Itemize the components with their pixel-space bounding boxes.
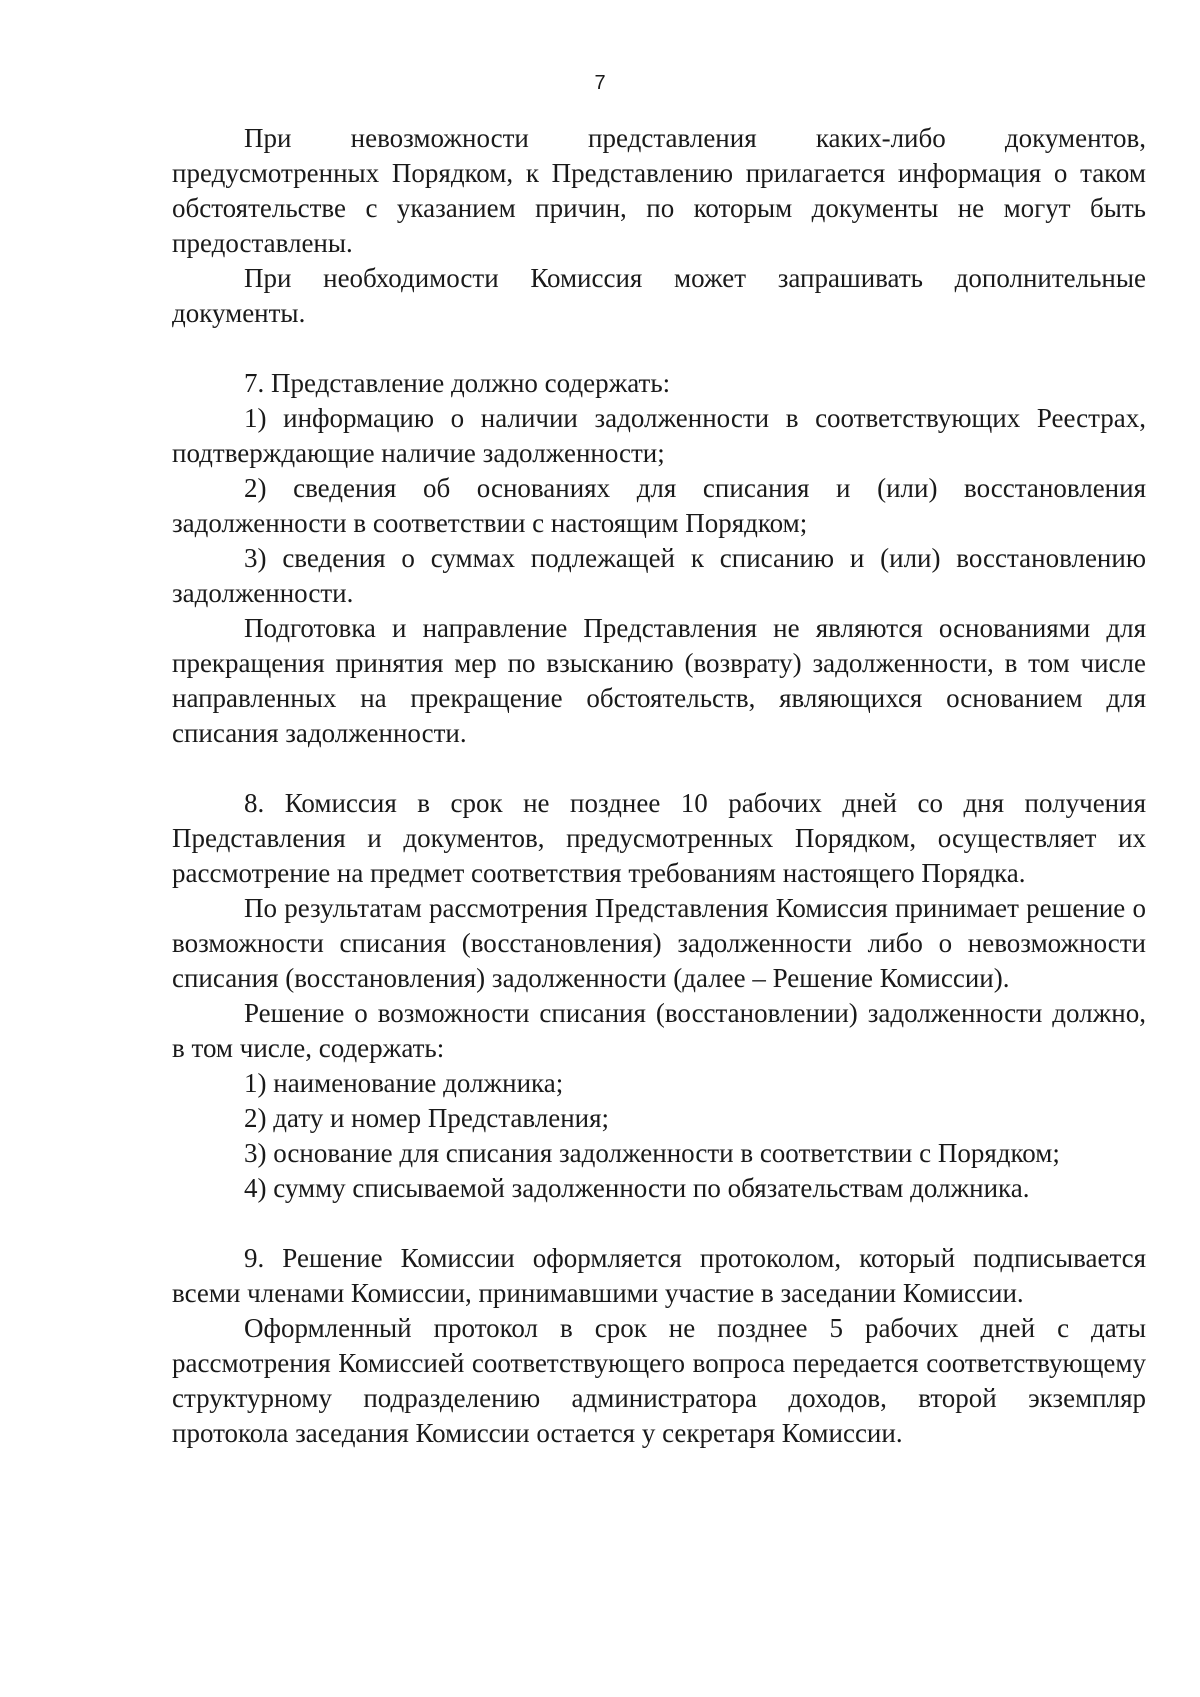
section-9-protocol: Оформленный протокол в срок не позднее 5 рабочих дней с даты рассмотрения Комиссией соответствующего вопроса передается соответствующему структурному подразделению администратора доходов, второй экземпляр протокола заседания Комиссии остается у секретаря Комиссии.	[172, 1313, 1146, 1448]
decision-item-4: 4) сумму списываемой задолженности по обязательствам должника.	[244, 1173, 1030, 1203]
section-9-paragraph: 9. Решение Комиссии оформляется протоколом, который подписывается всеми членами Комиссии, принимавшими участие в заседании Комиссии.	[172, 1243, 1146, 1308]
paragraph-missing-documents: При невозможности представления каких-либо документов, предусмотренных Порядком, к Представлению прилагается информация о таком обстоятельстве с указанием причин, по которым документы не могут быть предоставлены.	[172, 123, 1146, 258]
section-8-decision: По результатам рассмотрения Представления Комиссия принимает решение о возможности списания (восстановления) задолженности либо о невозможности списания (восстановления) задолженности (далее – Решение Комиссии).	[172, 893, 1146, 993]
decision-item-3: 3) основание для списания задолженности в соответствии с Порядком;	[244, 1138, 1060, 1168]
section-gap	[172, 751, 1146, 786]
page-number: 7	[594, 72, 606, 94]
section-7-item-2: 2) сведения об основаниях для списания и (или) восстановления задолженности в соответствии с настоящим Порядком;	[172, 473, 1146, 538]
section-8-paragraph: 8. Комиссия в срок не позднее 10 рабочих дней со дня получения Представления и документов, предусмотренных Порядком, осуществляет их рассмотрение на предмет соответствия требованиям настоящего Порядка.	[172, 788, 1146, 888]
document-body	[172, 121, 1146, 1451]
section-8-decision-content: Решение о возможности списания (восстановлении) задолженности должно, в том числе, содержать:	[172, 998, 1146, 1063]
paragraph-additional-documents: При необходимости Комиссия может запрашивать дополнительные документы.	[172, 263, 1146, 328]
decision-item-1: 1) наименование должника;	[244, 1068, 564, 1098]
section-7-item-1: 1) информацию о наличии задолженности в соответствующих Реестрах, подтверждающие наличие задолженности;	[172, 403, 1146, 468]
section-7-heading: 7. Представление должно содержать:	[244, 368, 671, 398]
section-gap	[172, 1206, 1146, 1241]
section-7-item-3: 3) сведения о суммах подлежащей к списанию и (или) восстановлению задолженности.	[172, 543, 1146, 608]
decision-item-2: 2) дату и номер Представления;	[244, 1103, 610, 1133]
section-7-note: Подготовка и направление Представления не являются основаниями для прекращения принятия мер по взысканию (возврату) задолженности, в том числе направленных на прекращение обстоятельств, являющихся основанием для списания задолженности.	[172, 613, 1146, 748]
section-gap	[172, 331, 1146, 366]
